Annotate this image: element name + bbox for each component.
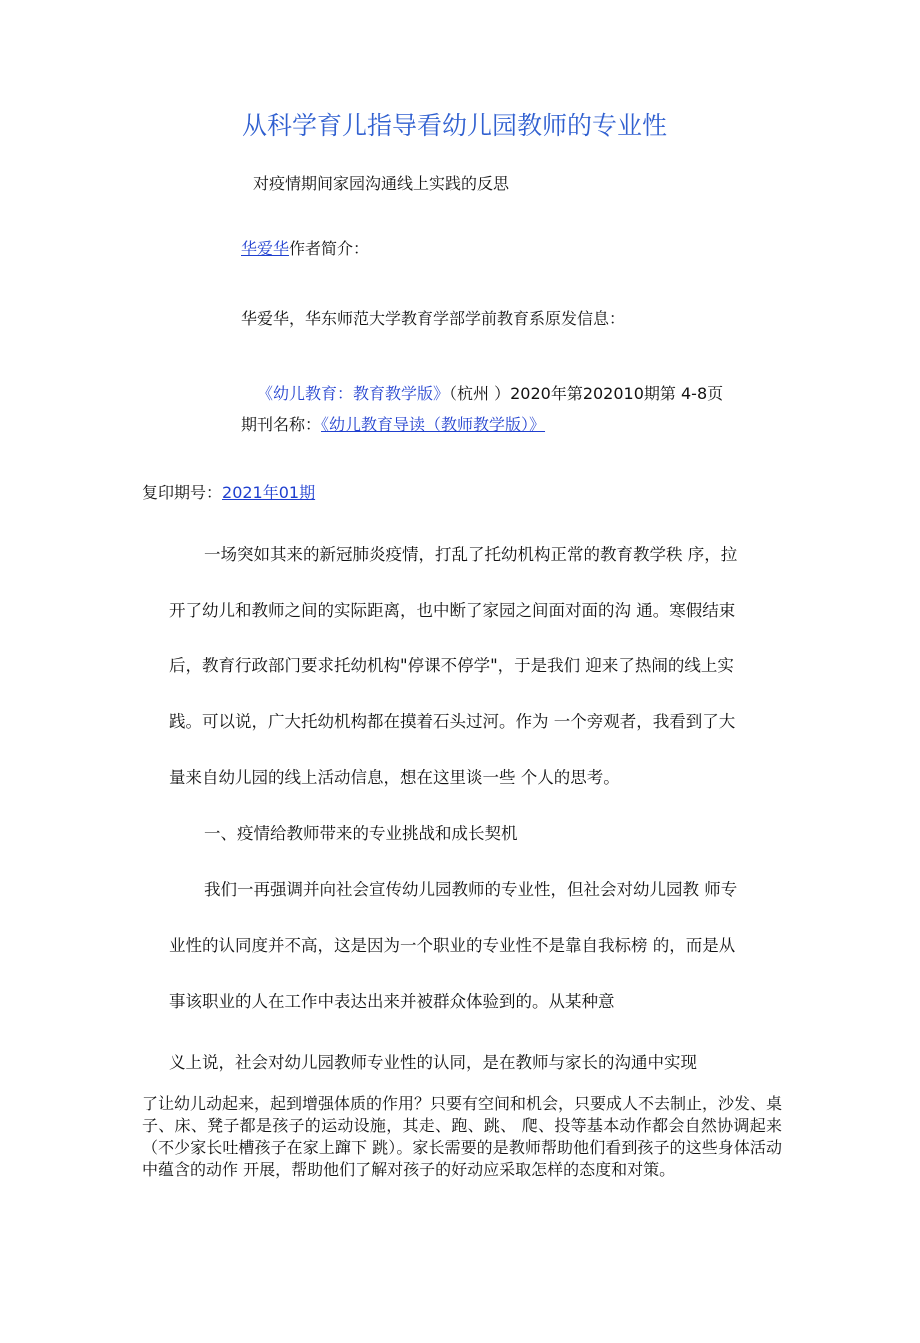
source-line — [257, 381, 723, 404]
reprint-label: 复印期号： — [142, 483, 223, 502]
author-name-link[interactable]: 华爱华 — [241, 239, 290, 258]
document-subtitle: 对疫情期间家园沟通线上实践的反思 — [253, 174, 510, 193]
issue-info: （杭州 ）2020年第202010期第 4-8页 — [449, 384, 724, 403]
body-line: 量来自幼儿园的线上活动信息，想在这里谈一些 个人的思考。 — [169, 768, 620, 787]
journal-link[interactable]: 《幼儿教育：教育教学版》 — [257, 384, 450, 403]
body-line: 业性的认同度并不高，这是因为一个职业的专业性不是靠自我标榜 的，而是从 — [169, 936, 736, 955]
body-line: 践。可以说，广大托幼机构都在摸着石头过河。作为 一个旁观者，我看到了大 — [169, 712, 736, 731]
body-line: 后，教育行政部门要求托幼机构"停课不停学"，于是我们 迎来了热闹的线上实 — [169, 656, 734, 675]
body-line: 义上说，社会对幼儿园教师专业性的认同，是在教师与家长的沟通中实现 — [169, 1053, 697, 1072]
body-line: 我们一再强调并向社会宣传幼儿园教师的专业性，但社会对幼儿园教 师专 — [204, 880, 738, 899]
periodical-label: 期刊名称： — [241, 415, 322, 434]
author-line — [241, 236, 369, 259]
body-line: 事该职业的人在工作中表达出来并被群众体验到的。从某种意 — [169, 992, 615, 1011]
body-line: 一场突如其来的新冠肺炎疫情，打乱了托幼机构正常的教育教学秩 序，拉 — [204, 545, 738, 564]
periodical-line — [241, 412, 545, 435]
author-bio: 华爱华，华东师范大学教育学部学前教育系原发信息： — [241, 309, 626, 328]
body-line: 开了幼儿和教师之间的实际距离，也中断了家园之间面对面的沟 通。寒假结束 — [169, 601, 736, 620]
document-title: 从科学育儿指导看幼儿园教师的专业性 — [242, 111, 668, 140]
reprint-line — [142, 480, 315, 503]
dense-paragraph: 了让幼儿动起来，起到增强体质的作用？只要有空间和机会，只要成人不去制止，沙发、桌子、床、凳子都是孩子的运动设施，其走、跑、跳、 爬、投等基本动作都会自然协调起来（不少家长吐槽孩子在家上蹿下 跳）。家长需要的是教师帮助他们看到孩子的这些身体活动中蕴含的动作 开展，帮助他们了解对孩子的好动应采取怎样的态度和对策。 — [142, 1094, 783, 1179]
section-heading: 一、疫情给教师带来的专业挑战和成长契机 — [204, 824, 518, 843]
periodical-link[interactable]: 《幼儿教育导读（教师教学版）》 — [321, 415, 546, 434]
reprint-issue-link[interactable]: 2021年01期 — [222, 483, 316, 502]
author-intro-label: 作者简介： — [289, 239, 370, 258]
